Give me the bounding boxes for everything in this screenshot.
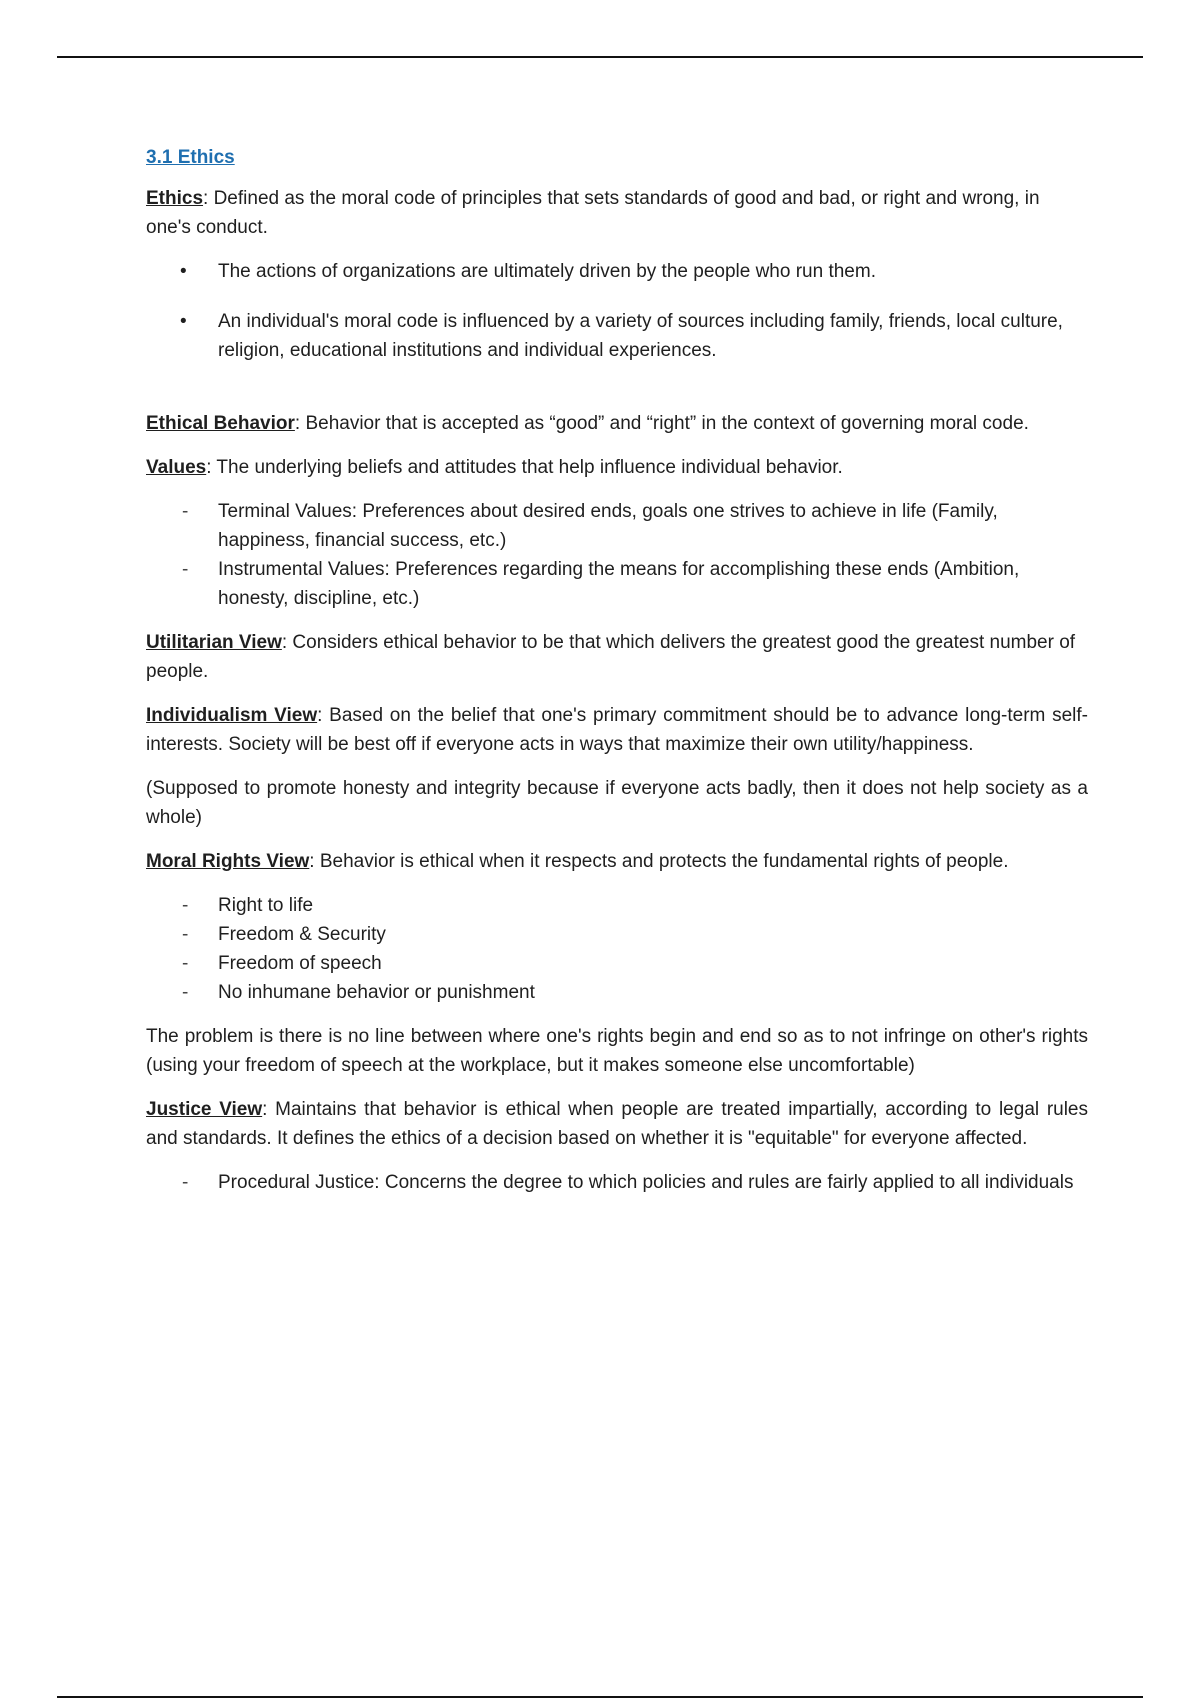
ethics-definition-text: : Defined as the moral code of principles that sets standards of good and bad, or right and wrong, in one's conduct. [146,188,1040,238]
dash-marker: - [182,953,189,974]
term-justice-view: Justice View [146,1099,263,1120]
moral-rights-note: The problem is there is no line between where one's rights begin and end so as to not infringe on other's rights (using your freedom of speech at the workplace, but it makes someone else uncomfortable) [146,1026,1088,1076]
values-definition [146,453,1088,482]
justice-text: : Maintains that behavior is ethical when people are treated impartially, according to legal rules and standards. It defines the ethics of a decision based on whether it is "equitable" for everyone affected. [146,1099,1088,1149]
list-item [146,497,1088,555]
term-moral-rights-view: Moral Rights View [146,851,310,872]
individualism-text: : Based on the belief that one's primary commitment should be to advance long-term self-interests. Society will be best off if everyone acts in ways that maximize their own utility/happiness. [146,705,1088,755]
justice-definition [146,1095,1088,1153]
ethical-behavior-text: : Behavior that is accepted as “good” and “right” in the context of governing moral code. [294,413,1029,434]
footer-rule [57,1696,1143,1698]
header-rule [57,56,1143,58]
dash-marker: - [182,501,189,522]
list-item-text: Right to life [218,895,314,916]
list-item-text: No inhumane behavior or punishment [218,982,535,1003]
term-ethical-behavior: Ethical Behavior [146,413,295,434]
individualism-definition [146,701,1088,759]
ethics-definition [146,184,1088,242]
moral-rights-list [146,891,1088,1007]
utilitarian-definition [146,628,1088,686]
list-item [146,978,1088,1007]
values-list [146,497,1088,613]
list-item [146,257,1088,286]
list-item-text: Terminal Values: Preferences about desired ends, goals one strives to achieve in life (Family, happiness, financial success, etc.) [218,501,998,551]
dash-marker: - [182,982,189,1003]
list-item [146,949,1088,978]
term-individualism-view: Individualism View [146,705,318,726]
ethical-behavior-definition [146,409,1088,438]
list-item [146,307,1088,365]
list-item [146,920,1088,949]
list-item-text: Freedom of speech [218,953,382,974]
list-item [146,891,1088,920]
term-values: Values [146,457,207,478]
moral-rights-text: : Behavior is ethical when it respects and protects the fundamental rights of people. [309,851,1009,872]
list-item [146,555,1088,613]
individualism-note: (Supposed to promote honesty and integrity because if everyone acts badly, then it does not help society as a whole) [146,778,1088,828]
moral-rights-definition [146,847,1088,876]
list-item-text: An individual's moral code is influenced by a variety of sources including family, friends, local culture, religion, educational institutions and individual experiences. [218,311,1063,361]
list-item-text: The actions of organizations are ultimately driven by the people who run them. [218,261,876,282]
utilitarian-text: : Considers ethical behavior to be that which delivers the greatest good the greatest number of people. [146,632,1076,682]
term-utilitarian-view: Utilitarian View [146,632,282,653]
bullet-marker: • [180,261,187,282]
dash-marker: - [182,1172,189,1193]
list-item-text: Freedom & Security [218,924,386,945]
list-item-text: Procedural Justice: Concerns the degree to which policies and rules are fairly applied to all individuals [218,1172,1074,1193]
document-body [146,143,1088,1212]
list-item-text: Instrumental Values: Preferences regarding the means for accomplishing these ends (Ambition, honesty, discipline, etc.) [218,559,1020,609]
dash-marker: - [182,924,189,945]
ethics-bullet-list [146,257,1088,365]
term-ethics: Ethics [146,188,204,209]
list-item [146,1168,1088,1197]
bullet-marker: • [180,311,187,332]
dash-marker: - [182,559,189,580]
section-heading: 3.1 Ethics [146,147,235,168]
dash-marker: - [182,895,189,916]
values-text: : The underlying beliefs and attitudes that help influence individual behavior. [206,457,843,478]
justice-list [146,1168,1088,1197]
